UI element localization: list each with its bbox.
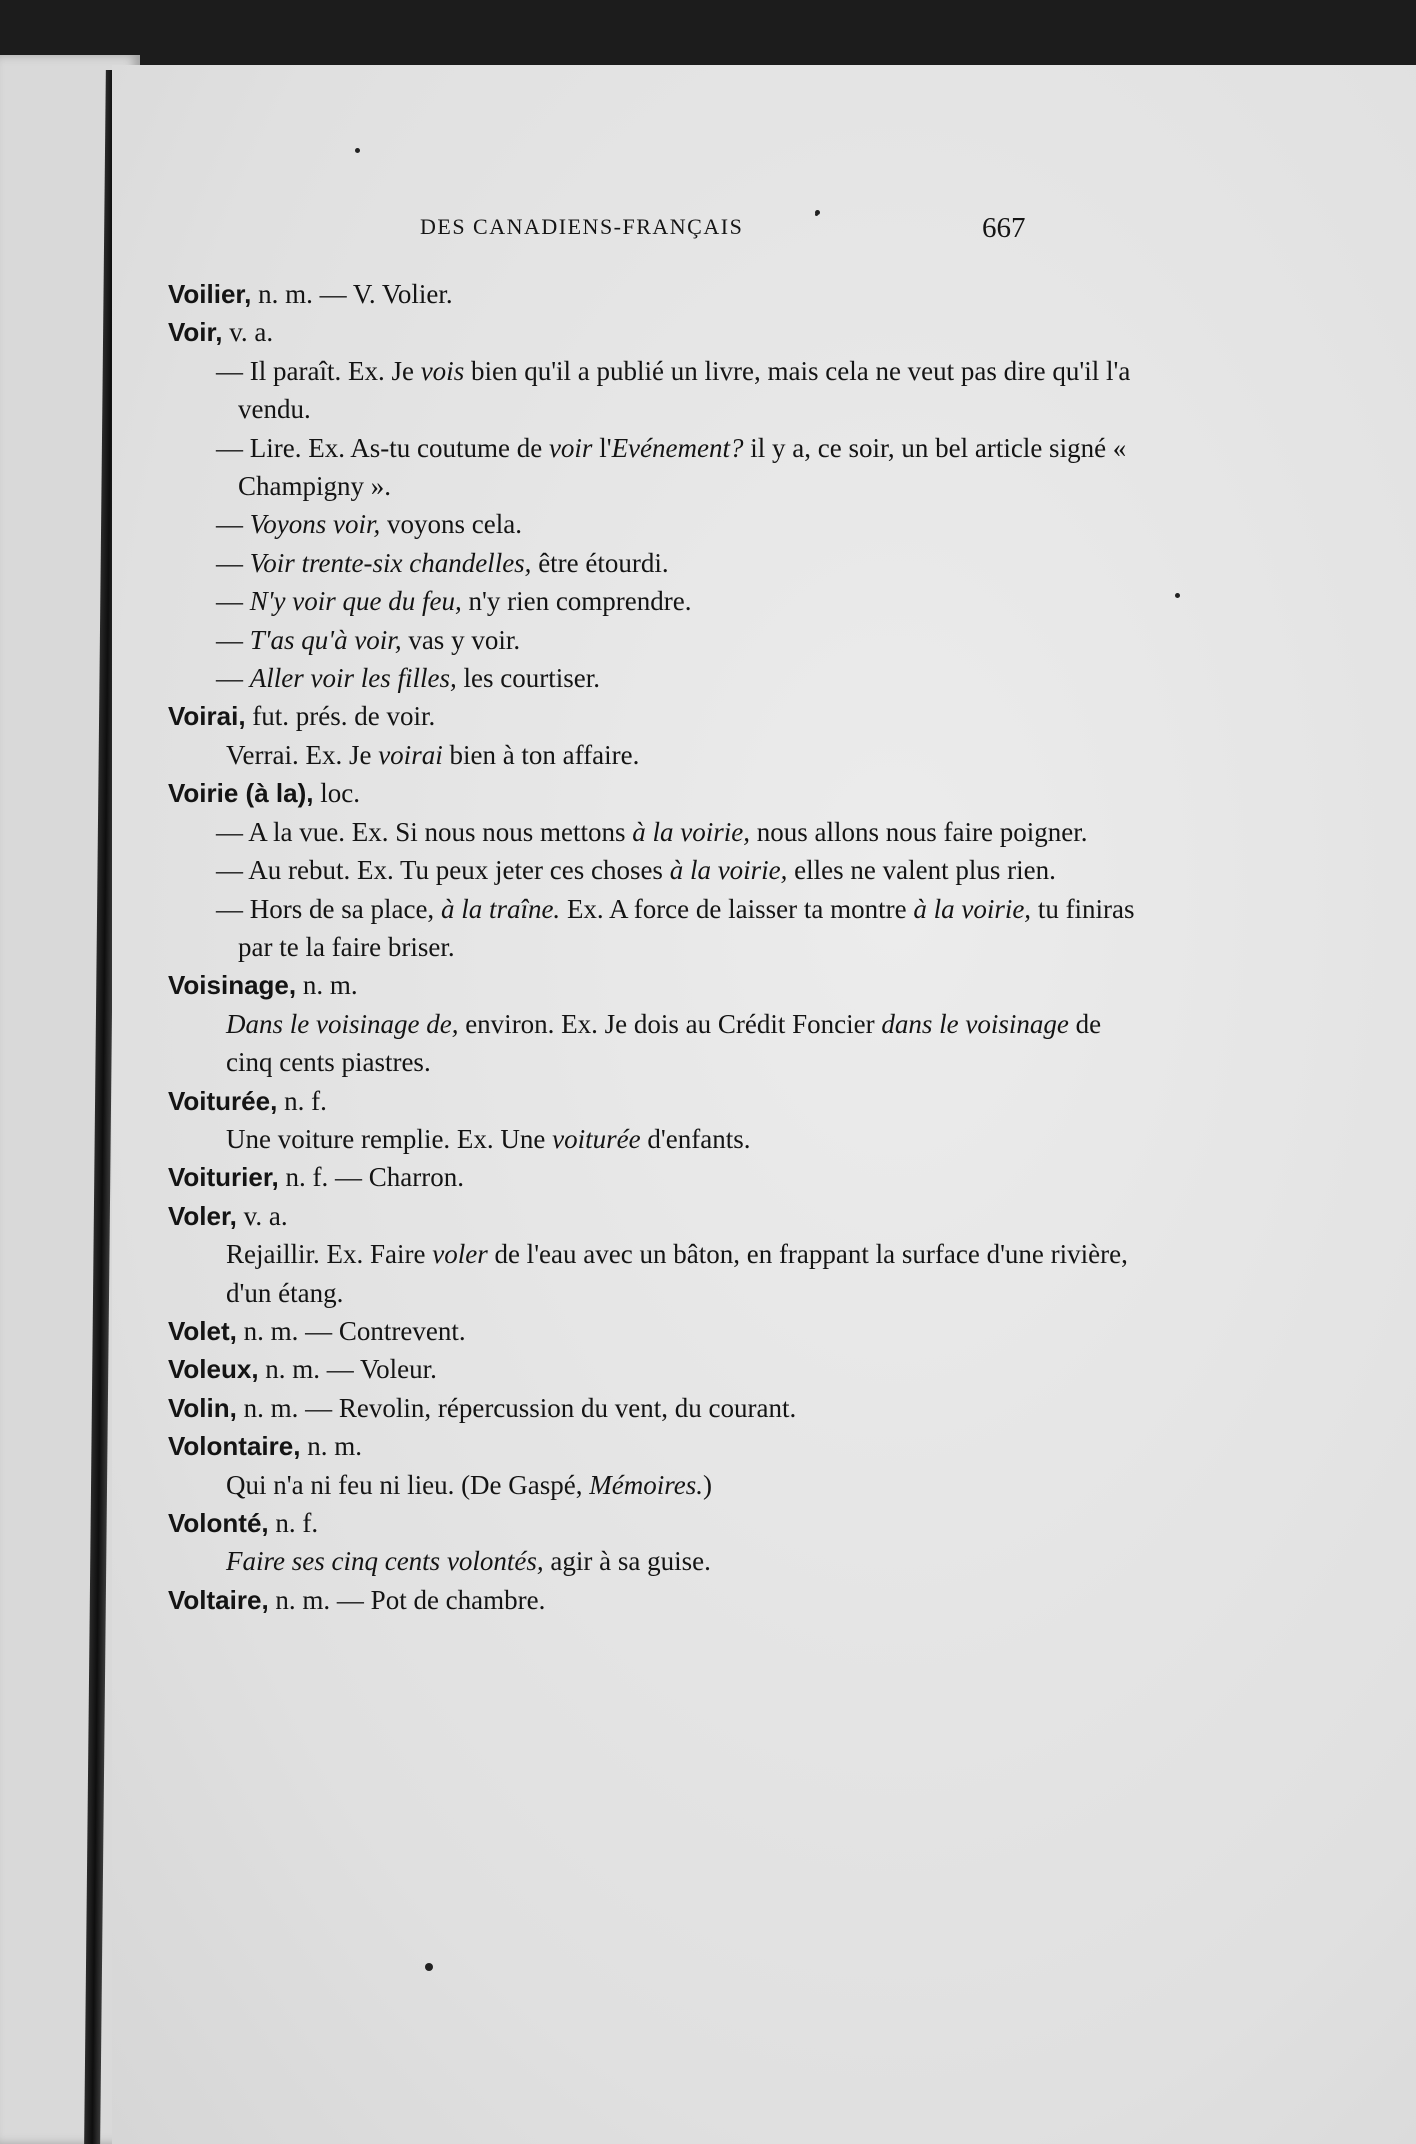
entry-headword-line: [168, 313, 1148, 351]
entry-grammar: n. f.: [268, 1508, 319, 1538]
definition-text: Rejaillir. Ex. Faire: [226, 1239, 433, 1270]
entry-sense: [190, 621, 1148, 659]
entry-sense: [190, 851, 1148, 889]
entry-grammar: loc.: [313, 778, 360, 809]
definition-text: — Il paraît. Ex. Je: [216, 355, 421, 386]
entry-definition: [168, 1235, 1148, 1312]
entry-grammar: n. f.: [277, 1085, 327, 1116]
headword: Voisinage,: [168, 970, 297, 1001]
example-italic: T'as qu'à voir,: [249, 624, 402, 655]
entry-headword-line: [168, 1082, 1148, 1120]
entry-headword-line: [168, 1581, 1148, 1619]
example-italic: à la voirie,: [913, 893, 1032, 924]
speck: [425, 1963, 433, 1971]
definition-text: Qui n'a ni feu ni lieu. (De Gaspé,: [226, 1469, 590, 1500]
entry-headword-line: [168, 1504, 1148, 1542]
entry-headword-line: [168, 1427, 1148, 1465]
definition-text: —: [216, 663, 250, 694]
entry-sense: [190, 890, 1148, 967]
headword: Volontaire,: [168, 1431, 301, 1462]
page-number: 667: [982, 212, 1026, 244]
definition-text: être étourdi.: [531, 547, 669, 578]
entry-grammar: n. f. — Charron.: [278, 1162, 464, 1193]
definition-text: environ. Ex. Je dois au Crédit Foncier: [458, 1008, 882, 1039]
definition-text: de l'eau avec un bâton, en frappant la surface d'une rivière, d'un étang.: [226, 1239, 1128, 1308]
example-italic: vois: [420, 355, 465, 386]
entry-grammar: fut. prés. de voir.: [245, 701, 436, 732]
example-italic: Voyons voir,: [249, 509, 381, 540]
example-italic: N'y voir que du feu,: [249, 586, 462, 617]
definition-text: bien qu'il a publié un livre, mais cela ne veut pas dire qu'il l'a vendu.: [238, 355, 1131, 425]
entry-grammar: n. m.: [300, 1431, 362, 1462]
entry-headword-line: [168, 1389, 1148, 1427]
entry-definition: [168, 736, 1148, 774]
definition-text: les courtiser.: [456, 663, 600, 694]
definition-text: Une voiture remplie. Ex. Une: [226, 1123, 553, 1154]
definition-text: —: [216, 586, 250, 617]
headword: Voler,: [168, 1200, 237, 1231]
entry-headword-line: [168, 275, 1148, 313]
entry-headword-line: [168, 966, 1148, 1004]
entry-grammar: v. a.: [222, 317, 274, 348]
example-italic: voir: [548, 432, 593, 463]
definition-text: — Lire. Ex. As-tu coutume de: [216, 432, 549, 463]
example-italic: voirai: [378, 739, 443, 770]
entry-headword-line: [168, 1350, 1148, 1388]
entry-sense: [190, 544, 1148, 582]
definition-text: agir à sa guise.: [543, 1546, 711, 1577]
entry-sense: [190, 813, 1148, 851]
entry-definition: [168, 1120, 1148, 1158]
example-italic: Mémoires.: [589, 1469, 703, 1500]
definition-text: —: [216, 624, 250, 655]
headword: Voirie (à la),: [168, 778, 314, 809]
example-italic: à la voirie,: [632, 816, 750, 847]
headword: Volonté,: [168, 1508, 269, 1538]
definition-text: n'y rien comprendre.: [461, 586, 692, 617]
example-italic: à la traîne.: [440, 893, 561, 924]
definition-text: —: [216, 547, 250, 578]
example-italic: Voir trente-six chandelles,: [249, 547, 532, 578]
entry-headword-line: [168, 774, 1148, 812]
entry-headword-line: [168, 1158, 1148, 1196]
entry-sense: [190, 582, 1148, 620]
entry-sense: [190, 352, 1148, 429]
example-italic: dans le voisinage: [881, 1008, 1069, 1039]
entry-definition: [168, 1466, 1148, 1504]
entry-headword-line: [168, 1197, 1148, 1235]
entry-sense: [190, 429, 1148, 506]
example-italic: voiturée: [552, 1123, 641, 1154]
entry-headword-line: [168, 1312, 1148, 1350]
definition-text: d'enfants.: [640, 1123, 751, 1154]
headword: Voltaire,: [168, 1584, 269, 1615]
definition-text: bien à ton affaire.: [442, 739, 640, 770]
example-italic: à la voirie,: [669, 855, 788, 886]
entry-headword-line: [168, 697, 1148, 735]
definition-text: elles ne valent plus rien.: [787, 855, 1056, 886]
example-italic: Evénement?: [611, 432, 744, 463]
definition-text: — Hors de sa place,: [216, 893, 441, 924]
speck: [1175, 593, 1180, 598]
example-italic: Dans le voisinage de,: [226, 1008, 459, 1039]
entry-grammar: n. m. — Contrevent.: [236, 1315, 466, 1346]
definition-text: de cinq cents piastres.: [226, 1008, 1102, 1078]
entry-grammar: n. m. — Voleur.: [258, 1354, 437, 1385]
entry-grammar: v. a.: [236, 1200, 288, 1231]
headword: Volet,: [168, 1315, 237, 1346]
headword: Voiturée,: [168, 1085, 278, 1116]
headword: Voir,: [168, 317, 223, 348]
speck: [355, 148, 360, 153]
example-italic: Aller voir les filles,: [249, 663, 457, 694]
definition-text: nous allons nous faire poigner.: [750, 816, 1088, 847]
headword: Voleux,: [168, 1354, 259, 1385]
definition-text: Ex. A force de laisser ta montre: [560, 893, 914, 924]
definition-text: il y a, ce soir, un bel article signé « Champigny ».: [238, 432, 1127, 502]
definition-text: — A la vue. Ex. Si nous nous mettons: [216, 816, 633, 847]
headword: Volin,: [168, 1392, 237, 1423]
entry-definition: [168, 1005, 1148, 1082]
definition-text: ): [703, 1469, 712, 1500]
entry-grammar: n. m. — Revolin, répercussion du vent, du courant.: [236, 1392, 797, 1423]
entry-grammar: n. m. — V. Volier.: [251, 279, 453, 309]
entry-grammar: n. m.: [296, 970, 358, 1001]
definition-text: voyons cela.: [380, 509, 522, 540]
definition-text: —: [216, 509, 250, 540]
entry-sense: [190, 505, 1148, 543]
speck: [815, 213, 818, 216]
definition-text: l': [592, 432, 612, 463]
headword: Voirai,: [168, 701, 246, 732]
dictionary-entries: [168, 275, 1148, 1619]
headword: Voiturier,: [168, 1162, 279, 1193]
definition-text: Verrai. Ex. Je: [226, 739, 379, 770]
entry-grammar: n. m. — Pot de chambre.: [268, 1584, 546, 1615]
example-italic: Faire ses cinq cents volontés,: [226, 1546, 544, 1577]
definition-text: tu finiras par te la faire briser.: [238, 893, 1135, 962]
running-head: DES CANADIENS-FRANÇAIS: [420, 214, 744, 239]
entry-definition: [168, 1542, 1148, 1580]
headword: Voilier,: [168, 279, 252, 309]
definition-text: vas y voir.: [401, 624, 521, 655]
example-italic: voler: [432, 1239, 488, 1270]
definition-text: — Au rebut. Ex. Tu peux jeter ces choses: [216, 855, 670, 886]
entry-sense: [190, 659, 1148, 697]
